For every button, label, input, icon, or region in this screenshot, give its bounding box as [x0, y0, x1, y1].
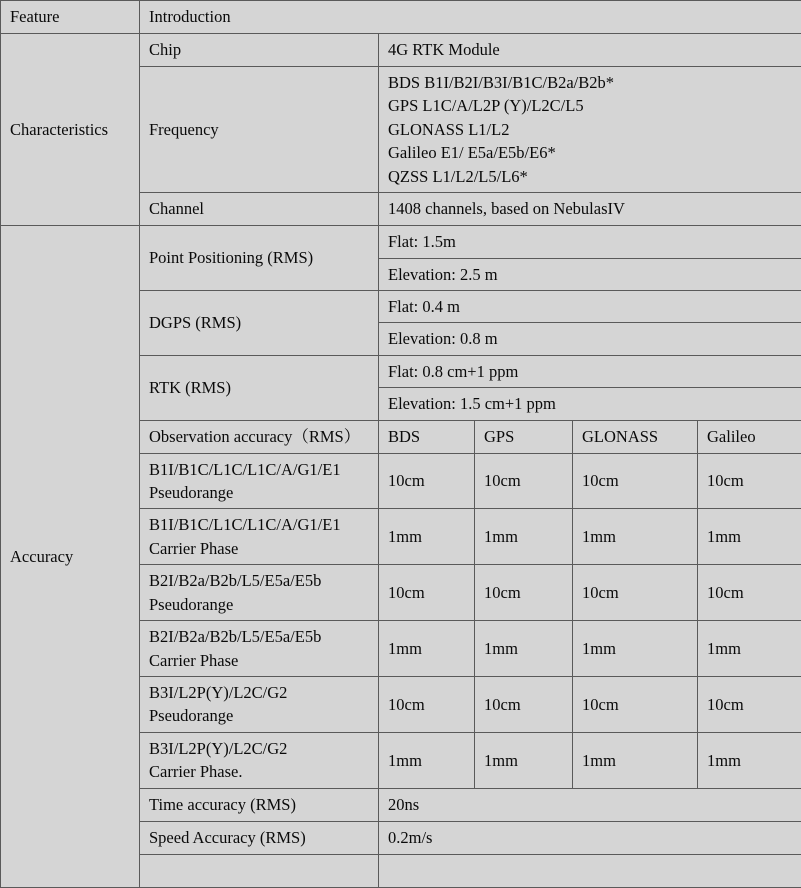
frequency-line-glonass: GLONASS L1/L2 — [388, 118, 792, 141]
row-label-time-accuracy: Time accuracy (RMS) — [140, 788, 379, 821]
row-value-partial — [379, 854, 801, 887]
cell-gps: 10cm — [475, 565, 573, 621]
cell-glonass: 1mm — [573, 509, 698, 565]
cell-bds: 1mm — [379, 732, 475, 788]
band-name: B1I/B1C/L1C/L1C/A/G1/E1 — [149, 458, 369, 481]
cell-gps: 1mm — [475, 732, 573, 788]
row-label-speed-accuracy: Speed Accuracy (RMS) — [140, 821, 379, 854]
group-label-accuracy: Accuracy — [1, 226, 140, 888]
cell-galileo: 1mm — [698, 621, 801, 677]
row-label-band — [140, 621, 379, 677]
column-header-galileo: Galileo — [698, 420, 801, 453]
cell-bds: 10cm — [379, 677, 475, 733]
band-measure: Carrier Phase — [149, 537, 369, 560]
row-label-channel: Channel — [140, 193, 379, 226]
table-row — [1, 34, 801, 67]
row-value-chip: 4G RTK Module — [379, 34, 801, 67]
band-name: B2I/B2a/B2b/L5/E5a/E5b — [149, 569, 369, 592]
header-feature: Feature — [1, 1, 140, 34]
band-measure: Pseudorange — [149, 481, 369, 504]
column-header-gps: GPS — [475, 420, 573, 453]
row-value-rtk-flat: Flat: 0.8 cm+1 ppm — [379, 355, 801, 387]
table-row — [1, 226, 801, 258]
cell-gps: 10cm — [475, 677, 573, 733]
band-measure: Carrier Phase — [149, 649, 369, 672]
row-value-channel: 1408 channels, based on NebulasIV — [379, 193, 801, 226]
row-value-dgps-flat: Flat: 0.4 m — [379, 290, 801, 322]
cell-bds: 10cm — [379, 453, 475, 509]
band-name: B3I/L2P(Y)/L2C/G2 — [149, 681, 369, 704]
row-label-dgps: DGPS (RMS) — [140, 290, 379, 355]
row-label-band — [140, 453, 379, 509]
cell-galileo: 10cm — [698, 453, 801, 509]
cell-bds: 1mm — [379, 509, 475, 565]
band-name: B2I/B2a/B2b/L5/E5a/E5b — [149, 625, 369, 648]
row-value-rtk-elevation: Elevation: 1.5 cm+1 ppm — [379, 388, 801, 420]
row-label-partial — [140, 854, 379, 887]
frequency-line-galileo: Galileo E1/ E5a/E5b/E6* — [388, 141, 792, 164]
frequency-line-bds: BDS B1I/B2I/B3I/B1C/B2a/B2b* — [388, 71, 792, 94]
row-value-time-accuracy: 20ns — [379, 788, 801, 821]
row-label-band — [140, 565, 379, 621]
band-measure: Pseudorange — [149, 704, 369, 727]
frequency-line-gps: GPS L1C/A/L2P (Y)/L2C/L5 — [388, 94, 792, 117]
band-measure: Carrier Phase. — [149, 760, 369, 783]
row-label-rtk: RTK (RMS) — [140, 355, 379, 420]
cell-gps: 10cm — [475, 453, 573, 509]
frequency-line-qzss: QZSS L1/L2/L5/L6* — [388, 165, 792, 188]
cell-galileo: 1mm — [698, 509, 801, 565]
row-label-point-positioning: Point Positioning (RMS) — [140, 226, 379, 291]
cell-gps: 1mm — [475, 509, 573, 565]
cell-gps: 1mm — [475, 621, 573, 677]
column-header-glonass: GLONASS — [573, 420, 698, 453]
row-value-frequency — [379, 67, 801, 193]
row-label-band — [140, 677, 379, 733]
row-label-frequency: Frequency — [140, 67, 379, 193]
table-header-row — [1, 1, 801, 34]
row-label-band — [140, 509, 379, 565]
band-name: B1I/B1C/L1C/L1C/A/G1/E1 — [149, 513, 369, 536]
cell-bds: 10cm — [379, 565, 475, 621]
cell-glonass: 1mm — [573, 732, 698, 788]
group-label-characteristics: Characteristics — [1, 34, 140, 226]
cell-glonass: 10cm — [573, 565, 698, 621]
row-value-point-positioning-elevation: Elevation: 2.5 m — [379, 258, 801, 290]
cell-glonass: 10cm — [573, 677, 698, 733]
row-label-band — [140, 732, 379, 788]
row-value-dgps-elevation: Elevation: 0.8 m — [379, 323, 801, 355]
band-measure: Pseudorange — [149, 593, 369, 616]
cell-galileo: 10cm — [698, 565, 801, 621]
row-label-observation-accuracy: Observation accuracy（RMS） — [140, 420, 379, 453]
row-label-chip: Chip — [140, 34, 379, 67]
header-introduction: Introduction — [140, 1, 801, 34]
cell-glonass: 10cm — [573, 453, 698, 509]
cell-galileo: 10cm — [698, 677, 801, 733]
row-value-point-positioning-flat: Flat: 1.5m — [379, 226, 801, 258]
column-header-bds: BDS — [379, 420, 475, 453]
cell-galileo: 1mm — [698, 732, 801, 788]
row-value-speed-accuracy: 0.2m/s — [379, 821, 801, 854]
band-name: B3I/L2P(Y)/L2C/G2 — [149, 737, 369, 760]
cell-glonass: 1mm — [573, 621, 698, 677]
cell-bds: 1mm — [379, 621, 475, 677]
